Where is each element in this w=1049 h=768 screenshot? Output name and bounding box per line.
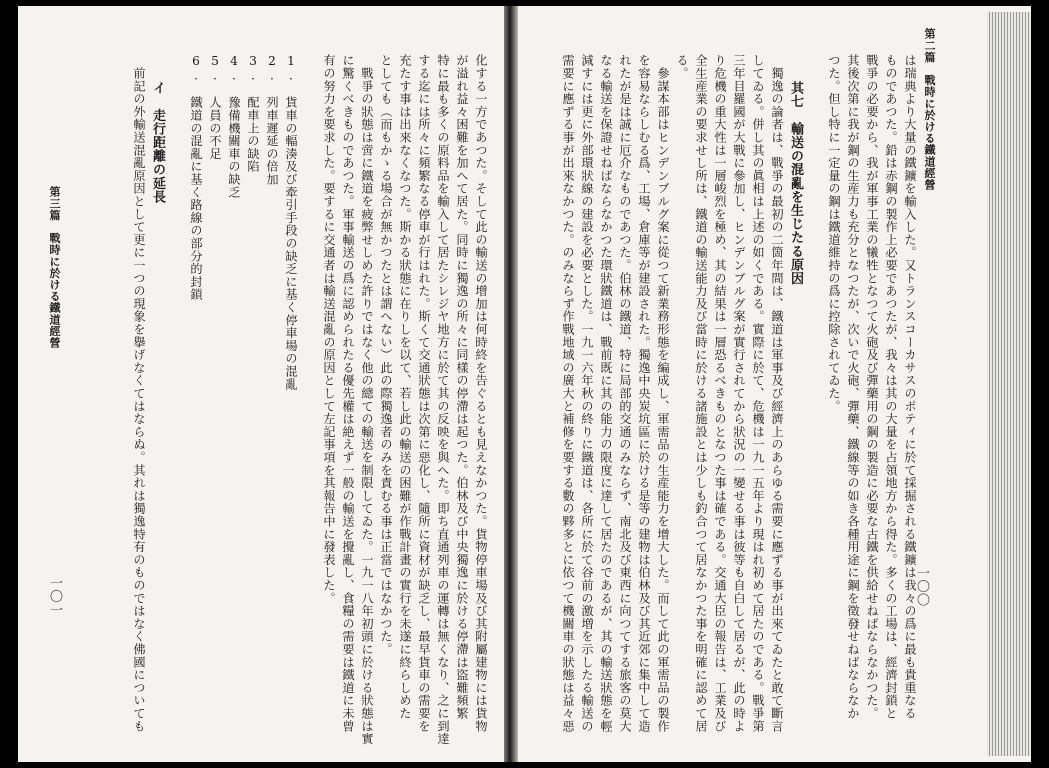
right-page-number: 一〇〇	[914, 566, 929, 607]
right-page-line: つた。但し特に一定量の鋼は鐵道維持の爲に控除されてゐた。	[827, 54, 841, 413]
left-page-line: する迄には所々に頻繁なる停車が行はれた。斯くて交通狀態は次第に惡化し、隨所に資材が缺乏し、最早貨車の需要を	[417, 54, 431, 733]
left-page-line: 有の努力を要求した。要するに交通者は輸送混亂の原因として左記事項を其報告中に發表した。	[322, 54, 336, 605]
right-page-line: してゐる。併し其の眞相は上述の如くである。實際に於て、危機は一九一五年より現はれ初めて居たのである。戰爭第	[751, 54, 765, 733]
right-page-line: 參謀本部はヒンデンブルグ案に從つて新業務形態を編成し、軍需品の生産能力を增大した。而して此の軍需品の製作	[656, 54, 670, 733]
left-page-body	[129, 54, 490, 744]
left-page-line: 4. 豫備機關車の缺乏	[227, 54, 241, 199]
left-page-line: としても（而もかゝる場合が無かつたとは謂へない）此の際獨逸者のみを責むる事は正當ではなかつた。	[379, 54, 393, 656]
right-page-line: る。	[675, 54, 689, 80]
right-page-line: 其後次第に我が鋼の生産力も充分となつたが、次いで火砲、彈藥、鐵線等の如き各種用途に鋼を徵發せねばならなか	[846, 54, 860, 720]
right-page-line: なる輸送を保證せねばならなかつた環狀鐵道は、戰前既に其の能力の限度に達して居たのであるが、其の輸送狀態を輕	[599, 54, 613, 733]
left-page-line	[300, 54, 319, 744]
left-page-line: 5. 人員の不足	[208, 54, 222, 160]
left-page-line: イ 走行距離の延長	[150, 54, 165, 204]
left-page-line: 戰爭の狀態は啻に鐵道を疲弊せしめた許りではなく他の總ての輸送を制限してゐた。一九一八年初頭に於ける狀態は實	[360, 54, 374, 746]
left-page-line: に驚くべきものであつた。軍事輸送の爲に認められたる優先權は絶えず一般の輸送を攪亂し、食糧の需要は鐵道に未曾	[341, 54, 355, 733]
right-page-line: 減すには更に外部環狀線の建設を必要とした。一九一六年秋の終りに鐵道は、各所に於て谷前の激増を示したる輸送の	[580, 54, 594, 733]
right-page-line: 其七 輸送の混亂を生じたる原因	[788, 54, 803, 286]
right-page-line: は瑞典より大量の鐵鑛を輸入した。又トランスコーカサスのポティに於て採掘される鐵鑛は我々の爲に最も貴重なる	[903, 54, 917, 720]
right-page-body	[558, 54, 919, 744]
page-edge-stack	[987, 12, 1031, 756]
right-page-line: 獨逸の論者は、戰爭の最初の二箇年間は、鐵道は軍事及び經濟上のあらゆる需要に應ずる事が出來てゐたと敢て斷言	[770, 54, 784, 733]
left-page-line: 充たす事は出來なくなつた。斯かる狀態に在りしを以て、若し此の輸送の困難が作戰計畫の實行を未遂に終らしめた	[398, 54, 412, 720]
right-page-line: を容易ならしむる爲、工場、倉庫等が建設された。獨逸中央炭坑區に於ける是等の建物は伯林及び其近郊に集中して造	[637, 54, 651, 733]
left-page	[18, 6, 504, 762]
left-page-number: 一〇一	[47, 576, 62, 617]
left-page-line	[167, 54, 186, 744]
right-page-line: り危機の重大性は一層峻烈を極め、其の結果は一層恐るべきものとなつた事は確である。交通大臣の報告は、工業及び	[713, 54, 727, 733]
right-page-line: ものであつた。鉛は赤鋼の製作上必要であつたが、我々は其の大量を占領地方から得た。多くの工場は、經濟封鎖と	[884, 54, 898, 720]
left-page-line: 2. 列車遲延の倍加	[265, 54, 279, 186]
left-page-line: 3. 配車上の缺陷	[246, 54, 260, 173]
right-page-line	[805, 54, 824, 744]
right-page-line: れたが是は誠に厄介なものであつた。伯林の鐵道、特に局部的交通のみならず、南北及び東西に向つてする旅客の莫大	[618, 54, 632, 733]
left-page-line: 6. 鐵道の混亂に基く路線の部分的封鎖	[189, 54, 203, 301]
right-page-line: 戰爭の必要から、我が軍事工業の犧牲となつて火砲及び彈藥用の鋼の製造に必要な古鐵を供給せねばならなかつた。	[865, 54, 879, 720]
left-page-line: が溢れ益々困難を加へて居た。同時に獨逸の所々に同樣の停滯は起つた。伯林及び中央獨逸に於ける停滯は盜難頻繁	[455, 54, 469, 720]
left-page-line: 化する一方であつた。そして此の輸送の增加は何時終を告ぐるとも見えなかつた。貨物停車場及び其附屬建物には貨物	[474, 54, 488, 733]
right-page-line: 三年目羅國が大戰に參加し、ヒンデンブルグ案が實行されてから狀況の一變せる事は彼等も自白して居るが、此の時よ	[732, 54, 746, 733]
left-running-head: 第三篇 戰時に於ける鐵道經營	[48, 186, 61, 349]
right-page	[514, 6, 1031, 762]
left-page-line: 特に最も多くの原料品を輸入して居たシレジヤ地方に於て其の反映を與へた。即ち直通列車の運轉は無くなり、之に到達	[436, 54, 450, 746]
right-page-line: 全生産業の要求せし所は、鐵道の輸送能力及び當時に於ける諸施設とは少しも釣合つて居なかつた事を明確に認めて居	[694, 54, 708, 733]
right-page-line: 需要に應ずる事が出來なかつた。のみならず作戰地域の廣大と補修を要する數の夥多とに依つて機關車の狀態は益々惡	[561, 54, 575, 733]
right-running-head: 第二篇 戰時に於ける鐵道經營	[923, 28, 936, 191]
left-page-line: 前記の外輸送混亂原因として更に一つの現象を擧げなくてはならぬ。其れは獨逸特有のものではなく佛國についても	[132, 54, 146, 733]
left-page-line: 1. 貨車の輻湊及び牽引手段の缺乏に基く停車場の混亂	[284, 54, 298, 391]
